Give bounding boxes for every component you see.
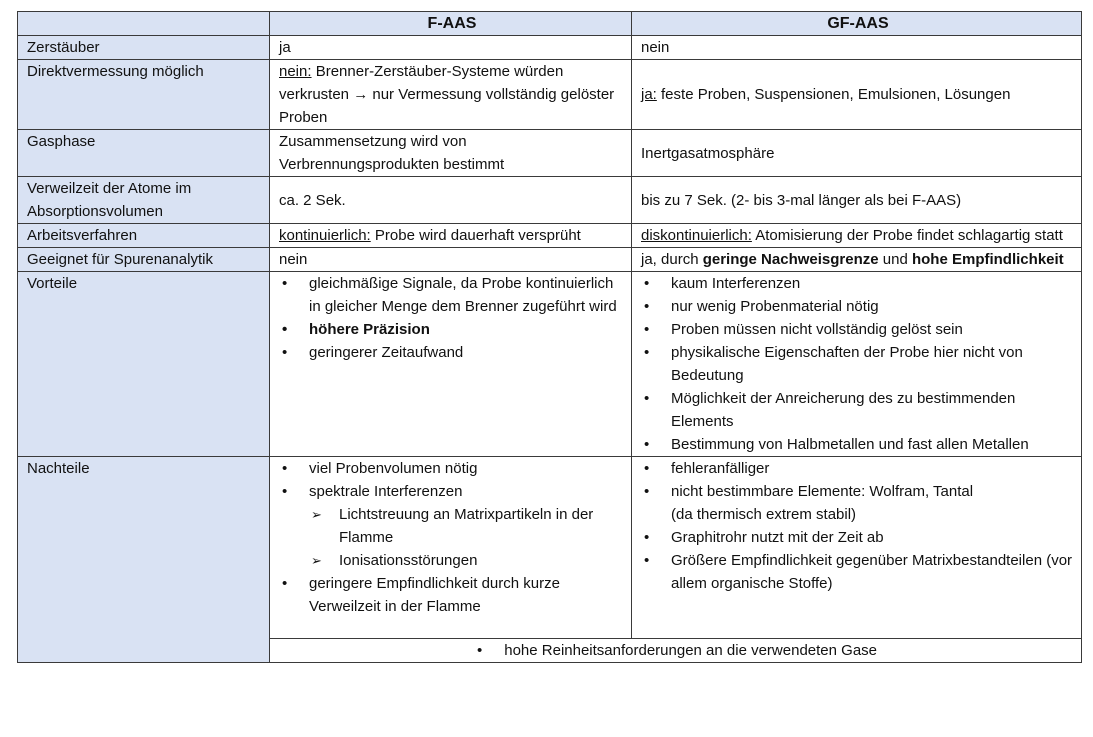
cell-text: und xyxy=(878,251,912,268)
row-label: Geeignet für Spurenanalytik xyxy=(18,248,270,272)
list-item-text: nicht bestimmbare Elemente: Wolfram, Tantal xyxy=(671,483,974,500)
bullet-list xyxy=(279,457,625,618)
header-corner xyxy=(18,12,270,36)
sub-list-item: ➢ Ionisationsstörungen xyxy=(309,549,625,572)
row-label: Arbeitsverfahren xyxy=(18,224,270,248)
cell-faas: nein xyxy=(270,248,632,272)
comparison-table xyxy=(17,11,1082,663)
row-gasphase xyxy=(18,130,1082,177)
bullet-list xyxy=(641,272,1075,456)
cell-gfaas xyxy=(632,272,1082,457)
list-item-note: (da thermisch extrem stabil) xyxy=(671,506,857,523)
header-row xyxy=(18,12,1082,36)
cell-faas xyxy=(270,60,632,130)
cell-gfaas: Inertgasatmosphäre xyxy=(632,130,1082,177)
cell-gfaas xyxy=(632,248,1082,272)
cell-faas: ca. 2 Sek. xyxy=(270,177,632,224)
list-item: • höhere Präzision xyxy=(279,318,625,341)
cell-faas: Zusammensetzung wird von Verbrennungsprodukten bestimmt xyxy=(270,130,632,177)
sub-list-item: ➢ Lichtstreuung an Matrixpartikeln in der Flamme xyxy=(309,503,625,549)
row-label: Direktvermessung möglich xyxy=(18,60,270,130)
cell-gfaas xyxy=(632,224,1082,248)
row-zerstaeuber xyxy=(18,36,1082,60)
list-item: • physikalische Eigenschaften der Probe hier nicht von Bedeutung xyxy=(641,341,1075,387)
row-label: Gasphase xyxy=(18,130,270,177)
list-item: • Proben müssen nicht vollständig gelöst sein xyxy=(641,318,1075,341)
row-spurenanalytik xyxy=(18,248,1082,272)
bullet-list xyxy=(279,272,625,364)
row-verweilzeit xyxy=(18,177,1082,224)
cell-text: feste Proben, Suspensionen, Emulsionen, Lösungen xyxy=(656,86,1011,103)
cell-faas xyxy=(270,457,632,639)
cell-faas xyxy=(270,272,632,457)
cell-gfaas xyxy=(632,60,1082,130)
row-arbeitsverfahren xyxy=(18,224,1082,248)
list-item: • viel Probenvolumen nötig xyxy=(279,457,625,480)
row-label: Nachteile xyxy=(18,457,270,663)
row-label: Verweilzeit der Atome im Absorptionsvolumen xyxy=(18,177,270,224)
cell-prefix: nein: xyxy=(279,63,312,80)
cell-emphasis: geringe Nachweisgrenze xyxy=(702,251,879,268)
list-item: • geringerer Zeitaufwand xyxy=(279,341,625,364)
row-label: Vorteile xyxy=(18,272,270,457)
row-vorteile xyxy=(18,272,1082,457)
cell-text: Probe wird dauerhaft versprüht xyxy=(370,227,581,244)
row-label: Zerstäuber xyxy=(18,36,270,60)
header-gfaas: GF-AAS xyxy=(632,12,1082,36)
list-item: • kaum Interferenzen xyxy=(641,272,1075,295)
bullet-list xyxy=(641,457,1075,595)
list-item xyxy=(641,480,1075,526)
shared-text: hohe Reinheitsanforderungen an die verwendeten Gase xyxy=(504,642,878,659)
cell-gfaas: nein xyxy=(632,36,1082,60)
list-item xyxy=(279,480,625,572)
cell-gfaas: bis zu 7 Sek. (2- bis 3-mal länger als bei F-AAS) xyxy=(632,177,1082,224)
cell-faas xyxy=(270,224,632,248)
cell-text: Brenner-Zerstäuber-Systeme würden verkrusten → nur Vermessung vollständig gelöster Proben xyxy=(279,63,615,126)
sub-list xyxy=(309,503,625,572)
list-item: • geringere Empfindlichkeit durch kurze Verweilzeit in der Flamme xyxy=(279,572,625,618)
cell-faas: ja xyxy=(270,36,632,60)
cell-gfaas xyxy=(632,457,1082,639)
list-item: • fehleranfälliger xyxy=(641,457,1075,480)
header-faas: F-AAS xyxy=(270,12,632,36)
list-item: • Größere Empfindlichkeit gegenüber Matrixbestandteilen (vor allem organische Stoffe) xyxy=(641,549,1075,595)
cell-prefix: kontinuierlich: xyxy=(279,227,371,244)
list-item: • Bestimmung von Halbmetallen und fast allen Metallen xyxy=(641,433,1075,456)
cell-prefix: ja: xyxy=(641,86,657,103)
list-item: • Graphitrohr nutzt mit der Zeit ab xyxy=(641,526,1075,549)
list-item: • Möglichkeit der Anreicherung des zu bestimmenden Elements xyxy=(641,387,1075,433)
row-direktvermessung xyxy=(18,60,1082,130)
cell-text: ja, durch xyxy=(641,251,703,268)
cell-emphasis: hohe Empfindlichkeit xyxy=(911,251,1064,268)
cell-prefix: diskontinuierlich: xyxy=(641,227,752,244)
cell-text: Atomisierung der Probe findet schlagartig statt xyxy=(751,227,1063,244)
row-nachteile xyxy=(18,457,1082,639)
cell-shared xyxy=(270,639,1082,663)
list-item-text: spektrale Interferenzen xyxy=(309,483,463,500)
list-item: • gleichmäßige Signale, da Probe kontinuierlich in gleicher Menge dem Brenner zugeführt wird xyxy=(279,272,625,318)
bullet-icon: • xyxy=(476,642,483,659)
list-item: • nur wenig Probenmaterial nötig xyxy=(641,295,1075,318)
